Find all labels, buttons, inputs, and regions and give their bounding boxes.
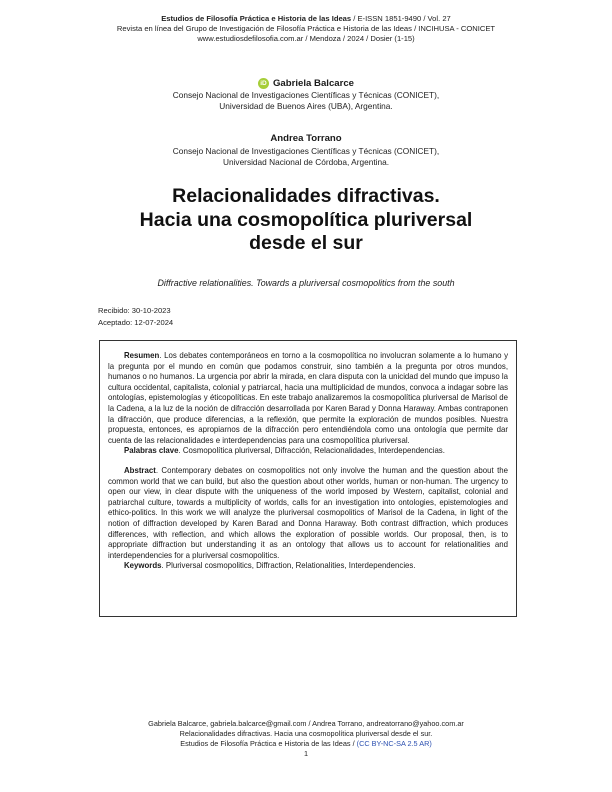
author-affiliation-1b: Universidad de Buenos Aires (UBA), Argentina.	[219, 101, 393, 111]
author-name-1-text: Gabriela Balcarce	[272, 77, 355, 89]
footer-journal-line	[0, 739, 612, 749]
author-name-2: Andrea Torrano	[270, 133, 342, 144]
article-title	[0, 185, 612, 256]
palabras-clave-label: Palabras clave	[124, 446, 179, 456]
footer-authors-line: Gabriela Balcarce, gabriela.balcarce@gmail.com / Andrea Torrano, andreatorrano@yahoo.com.ar	[148, 719, 464, 728]
abstract-label: Abstract	[124, 465, 156, 475]
keywords-text: . Pluriversal cosmopolitics, Diffraction, Relationalities, Interdependencies.	[161, 561, 416, 571]
resumen-paragraph	[108, 351, 508, 446]
journal-header-line-3: www.estudiosdefilosofia.com.ar / Mendoza / 2024 / Dosier (1-15)	[197, 34, 415, 43]
abstract-text: . Contemporary debates on cosmopolitics not only involve the human and the question about the common world that we can build, but also the question about other worlds, human or non-human. The urgency to open our view, in clear dispute with the uniqueness of the world imposed by Western, capitalist, colonial and patriarchal culture, towards a multiplicity of worlds, calls for an investigation into ontologies, epistemologies and ethico-politics. In this work we will analyze the pluriversal cosmopolitics of Marisol de la Cadena, in light of the notion of diffraction developed by Karen Barad and Donna Haraway. Both contrast diffraction, which produces differences, with reflection, and which allows the exploration of possible worlds. Our proposal, then, is to appropriate diffraction but understanding it as an ontology that allows us to account for relationalities and interdependencies for a pluriversal cosmopolitics.	[108, 465, 508, 560]
received-date: Recibido: 30-10-2023	[98, 306, 171, 315]
title-line-1: Relacionalidades difractivas.	[172, 185, 440, 207]
author-block-1	[0, 72, 612, 112]
journal-issn-volume: / E-ISSN 1851-9490 / Vol. 27	[351, 14, 451, 23]
author-block-2	[0, 128, 612, 168]
journal-name: Estudios de Filosofía Práctica e Historia de las Ideas	[161, 14, 352, 23]
palabras-clave	[108, 446, 508, 457]
keywords	[108, 561, 508, 572]
abstract-box	[99, 340, 517, 617]
title-line-3: desde el sur	[249, 232, 363, 254]
journal-header	[0, 14, 612, 44]
section-spacer	[108, 457, 508, 466]
resumen-text: . Los debates contemporáneos en torno a la cosmopolítica no involucran solamente a lo humano y la pregunta por el mundo en común que podamos construir, sino también a la pregunta por otros mundos, humanos o no humanos. La urgencia por abrir la mirada, en clara disputa con la unicidad del mundo que impuso la cultura occidental, capitalista, colonial y patriarcal, hacia una multiplicidad de mundos, convoca a indagar sobre las ontologías, epistemologías y éticopolíticas. En este trabajo analizaremos la cosmopolítica pluriversal de Marisol de la Cadena, a la luz de la noción de difracción desarrollada por Karen Barad y Donna Haraway. Ambas contraponen la difracción, que produce diferencias, a la reflexión, que permite la exploración de mundos posibles. Nuestra propuesta, entonces, es apropiarnos de la difracción pero entendiéndola como una ontología que permite dar cuenta de las relacionalidades e interdependencias para una cosmopolítica pluriversal.	[108, 351, 508, 445]
author-name-1	[258, 78, 354, 90]
page-number: 1	[303, 749, 309, 758]
journal-header-line-2: Revista en línea del Grupo de Investigación de Filosofía Práctica e Historia de las Ideas / INCIHUSA - CONICET	[116, 24, 496, 33]
author-affiliation-2b: Universidad Nacional de Córdoba, Argentina.	[222, 157, 390, 167]
resumen-label: Resumen	[124, 351, 160, 360]
license-link[interactable]: (CC BY-NC-SA 2.5 AR)	[356, 739, 432, 748]
orcid-icon[interactable]: iD	[258, 78, 269, 89]
journal-header-line-1	[0, 14, 612, 24]
keywords-label: Keywords	[124, 561, 162, 571]
page-footer	[0, 719, 612, 759]
abstract-paragraph	[108, 466, 508, 561]
author-affiliation-2a: Consejo Nacional de Investigaciones Científicas y Técnicas (CONICET),	[172, 146, 440, 156]
accepted-date: Aceptado: 12-07-2024	[98, 318, 174, 327]
palabras-clave-text: . Cosmopolítica pluriversal, Difracción, Relacionalidades, Interdependencias.	[178, 446, 445, 456]
article-subtitle-english: Diffractive relationalities. Towards a pluriversal cosmopolitics from the south	[157, 278, 455, 288]
footer-journal-text: Estudios de Filosofía Práctica e Historia de las Ideas /	[180, 739, 357, 748]
title-line-2: Hacia una cosmopolítica pluriversal	[139, 208, 473, 231]
author-affiliation-1a: Consejo Nacional de Investigaciones Científicas y Técnicas (CONICET),	[172, 90, 440, 100]
footer-title-line: Relacionalidades difractivas. Hacia una cosmopolítica pluriversal desde el sur.	[179, 729, 433, 738]
submission-dates	[98, 305, 173, 329]
